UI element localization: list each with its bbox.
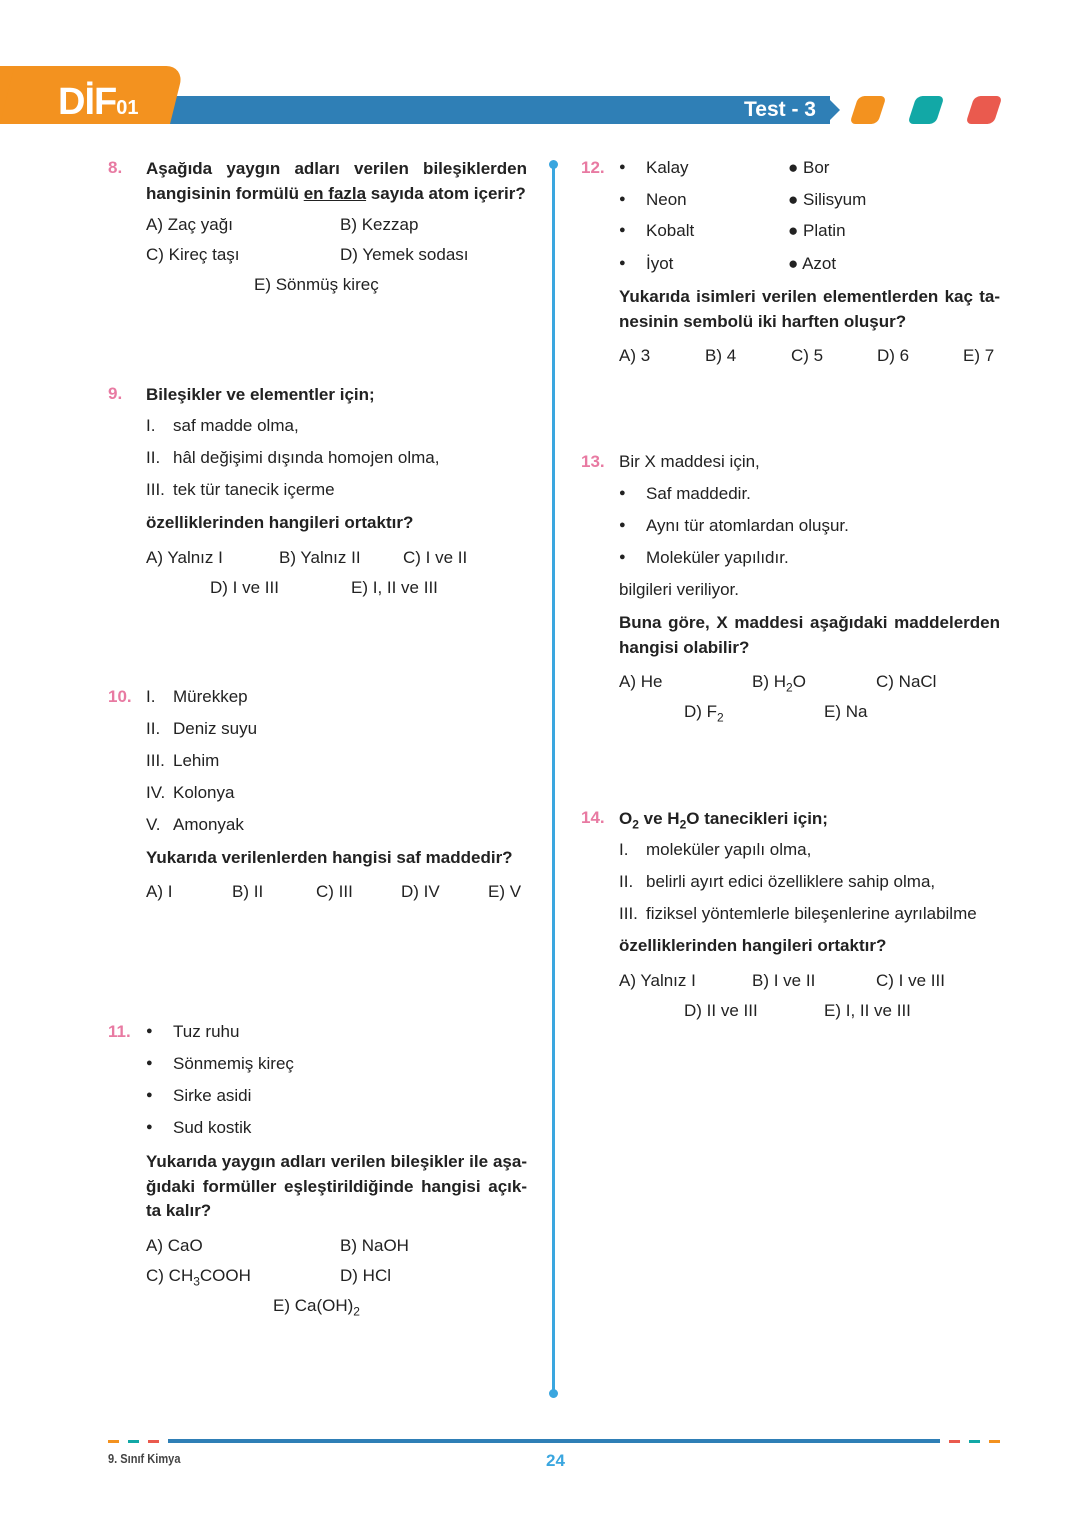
statement-item: belirli ayırt edici özelliklere sahip olma, [646, 872, 936, 891]
option-a[interactable]: A) Zaç yağı [146, 215, 233, 234]
list-item: Mürekkep [173, 687, 248, 706]
roman-numeral: V. [146, 815, 161, 834]
statement-item: saf madde olma, [173, 416, 299, 435]
orange-chip-icon [849, 96, 886, 124]
question-number: 8. [108, 158, 123, 177]
option-b[interactable]: B) $H_2O$ [752, 672, 806, 695]
question-stem-line2: hangisinin formülü en fazla sayıda atom içerir? [146, 184, 526, 203]
option-b[interactable]: B) NaOH [340, 1236, 409, 1255]
option-c[interactable]: C) Kireç taşı [146, 245, 240, 264]
question-lead: $O_2$ ve $H_2O$ tanecikleri için; [619, 809, 828, 832]
option-d[interactable]: D) IV [401, 882, 440, 901]
option-a[interactable]: A) CaO [146, 1236, 203, 1255]
roman-numeral: III. [146, 751, 165, 770]
list-item: ● Kobalt [646, 221, 694, 241]
option-c[interactable]: C) NaCl [876, 672, 937, 691]
option-a[interactable]: A) He [619, 672, 663, 691]
question-stem: özelliklerinden hangileri ortaktır? [146, 513, 414, 532]
roman-numeral: I. [146, 416, 156, 435]
option-d[interactable]: D) HCl [340, 1266, 391, 1285]
statement-item: fiziksel yöntemlerle bileşenlerine ayrılabilme [646, 904, 977, 923]
roman-numeral: II. [619, 872, 634, 891]
question-number: 10. [108, 687, 132, 706]
option-e[interactable]: E) V [488, 882, 522, 901]
list-item: ● Tuz ruhu [173, 1022, 239, 1042]
option-e[interactable]: E) I, II ve III [824, 1001, 911, 1020]
red-chip-icon [965, 96, 1002, 124]
statement-item: tek tür tanecik içerme [173, 480, 335, 499]
question-stem: Yukarıda yaygın adları verilen bileşikler ile aşa- [146, 1152, 527, 1171]
list-item: Kolonya [173, 783, 235, 802]
list-item: ● Sud kostik [173, 1118, 251, 1138]
option-e[interactable]: E) Sönmüş kireç [254, 275, 379, 294]
list-item: ● Neon [646, 190, 687, 210]
option-c[interactable]: C) I ve III [876, 971, 945, 990]
footer-dash [128, 1440, 139, 1443]
roman-numeral: III. [619, 904, 638, 923]
option-a[interactable]: A) 3 [619, 346, 651, 365]
option-a[interactable]: A) Yalnız I [619, 971, 696, 990]
option-a[interactable]: A) I [146, 882, 173, 901]
list-item: ● Saf maddedir. [646, 484, 751, 504]
question-stem: Aşağıda yaygın adları verilen bileşiklerden [146, 159, 527, 178]
option-c[interactable]: C) 5 [791, 346, 824, 365]
question-number: 14. [581, 808, 605, 827]
book-title: 9. Sınıf Kimya [108, 1451, 181, 1466]
option-b[interactable]: B) 4 [705, 346, 737, 365]
option-d[interactable]: D) Yemek sodası [340, 245, 469, 264]
option-d[interactable]: D) 6 [877, 346, 910, 365]
given-text: bilgileri veriliyor. [619, 580, 739, 599]
list-item: ● Aynı tür atomlardan oluşur. [646, 516, 849, 536]
list-item: ● Kalay [646, 158, 689, 178]
roman-numeral: I. [619, 840, 629, 859]
roman-numeral: IV. [146, 783, 166, 802]
question-stem: özelliklerinden hangileri ortaktır? [619, 936, 887, 955]
option-d[interactable]: D) I ve III [210, 578, 279, 597]
list-item: Deniz suyu [173, 719, 258, 738]
question-number: 11. [108, 1022, 131, 1041]
list-item: ● Sirke asidi [173, 1086, 251, 1106]
option-c[interactable]: C) III [316, 882, 353, 901]
page-number: 24 [546, 1451, 565, 1470]
list-item: ● Azot [788, 254, 837, 273]
list-item: ● Silisyum [788, 190, 867, 209]
question-lead: Bir X maddesi için, [619, 452, 760, 471]
list-item: Lehim [173, 751, 220, 770]
list-item: ● Sönmemiş kireç [173, 1054, 294, 1074]
option-e[interactable]: E) 7 [963, 346, 995, 365]
question-lead: Bileşikler ve elementler için; [146, 385, 375, 404]
question-number: 9. [108, 384, 123, 403]
question-stem-line2: hangisi olabilir? [619, 638, 750, 657]
list-item: ● Platin [788, 221, 846, 240]
question-stem-line2: ğıdaki formüller eşleştirildiğinde hangisi açık- [146, 1177, 527, 1196]
option-d[interactable]: D) $F_2$ [684, 702, 724, 725]
statement-item: hâl değişimi dışında homojen olma, [173, 448, 440, 467]
question-stem: Buna göre, X maddesi aşağıdaki maddelerden [619, 613, 1000, 632]
roman-numeral: II. [146, 448, 161, 467]
option-e[interactable]: E) I, II ve III [351, 578, 438, 597]
question-stem-line3: ta kalır? [146, 1201, 212, 1220]
option-b[interactable]: B) Kezzap [340, 215, 419, 234]
footer-line [168, 1439, 940, 1443]
list-item: ● Moleküler yapılıdır. [646, 548, 789, 568]
question-number: 12. [581, 158, 605, 177]
question-number: 13. [581, 452, 605, 471]
header-arrow [826, 96, 840, 124]
option-a[interactable]: A) Yalnız I [146, 548, 223, 567]
option-b[interactable]: B) I ve II [752, 971, 816, 990]
list-item: ● Bor [788, 158, 830, 177]
question-stem-line2: nesinin sembolü iki harften oluşur? [619, 312, 907, 331]
teal-chip-icon [907, 96, 944, 124]
option-d[interactable]: D) II ve III [684, 1001, 758, 1020]
footer-dash [108, 1440, 119, 1443]
column-divider [552, 164, 555, 1394]
roman-numeral: I. [146, 687, 156, 706]
option-c[interactable]: C) $CH_3COOH$ [146, 1266, 251, 1289]
option-b[interactable]: B) Yalnız II [279, 548, 361, 567]
dif-logo: DİF01 [58, 81, 139, 123]
roman-numeral: III. [146, 480, 165, 499]
roman-numeral: II. [146, 719, 161, 738]
list-item: Amonyak [173, 815, 244, 834]
divider-bottom-dot [549, 1389, 558, 1398]
test-title: Test - 3 [744, 98, 816, 121]
footer-dash [148, 1440, 159, 1443]
footer-dash [989, 1440, 1000, 1443]
option-b[interactable]: B) II [232, 882, 264, 901]
question-stem: Yukarıda verilenlerden hangisi saf maddedir? [146, 848, 513, 867]
footer-dash [969, 1440, 980, 1443]
option-e[interactable]: E) Na [824, 702, 868, 721]
list-item: ● İyot [646, 254, 673, 274]
question-stem: Yukarıda isimleri verilen elementlerden kaç ta- [619, 287, 1000, 306]
option-e[interactable]: E) $Ca(OH)_2$ [273, 1296, 360, 1319]
option-c[interactable]: C) I ve II [403, 548, 468, 567]
footer-dash [949, 1440, 960, 1443]
statement-item: moleküler yapılı olma, [646, 840, 812, 859]
